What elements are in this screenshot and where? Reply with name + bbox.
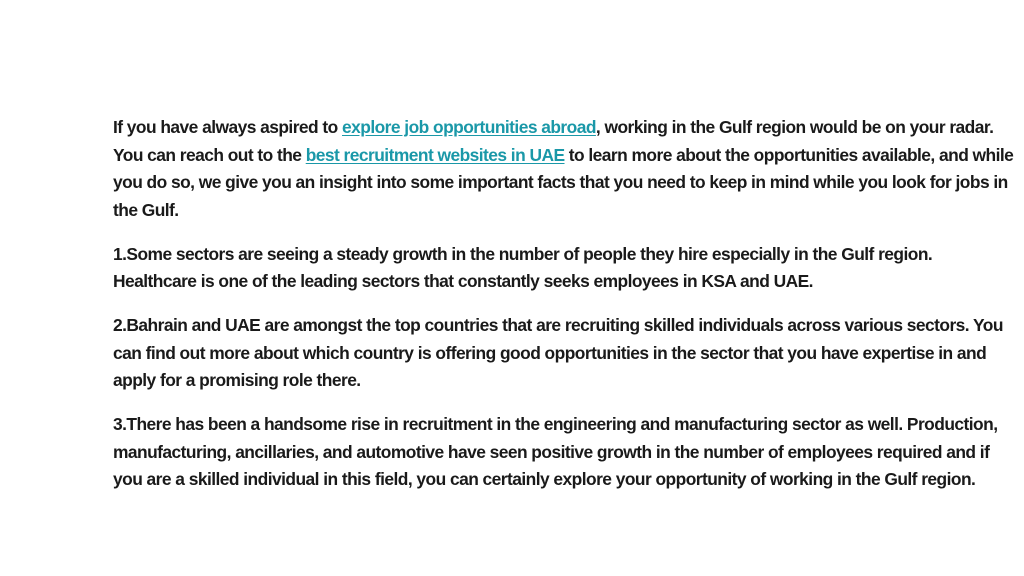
article-body (113, 114, 1017, 510)
point-3-paragraph: 3.There has been a handsome rise in recruitment in the engineering and manufacturing sector as well. Production, manufacturing, ancillaries, and automotive have seen positive growth in the number of employees required and if you are a skilled individual in this field, you can certainly explore your opportunity of working in the Gulf region. (113, 414, 998, 489)
explore-jobs-abroad-link[interactable]: explore job opportunities abroad (342, 117, 596, 137)
recruitment-websites-link[interactable]: best recruitment websites in UAE (305, 144, 565, 165)
point-2-paragraph: 2.Bahrain and UAE are amongst the top countries that are recruiting skilled individuals across various sectors. You can find out more about which country is offering good opportunities in the sector that you have expertise in and apply for a promising role there. (113, 315, 1003, 390)
intro-text-start: If you have always aspired to (113, 117, 342, 137)
intro-text-end: to learn more about the opportunities available, and while you do so, we give you an insight into some important facts that you need to keep in mind while you look for jobs in the Gulf. (113, 144, 1014, 220)
intro-text-middle: , working in the Gulf region would be on your radar. You can reach out to the (113, 117, 994, 165)
point-1-paragraph: 1.Some sectors are seeing a steady growth in the number of people they hire especially in the Gulf region. Healthcare is one of the leading sectors that constantly seeks employees in KSA and UAE. (113, 243, 933, 291)
intro-paragraph (113, 114, 1017, 224)
